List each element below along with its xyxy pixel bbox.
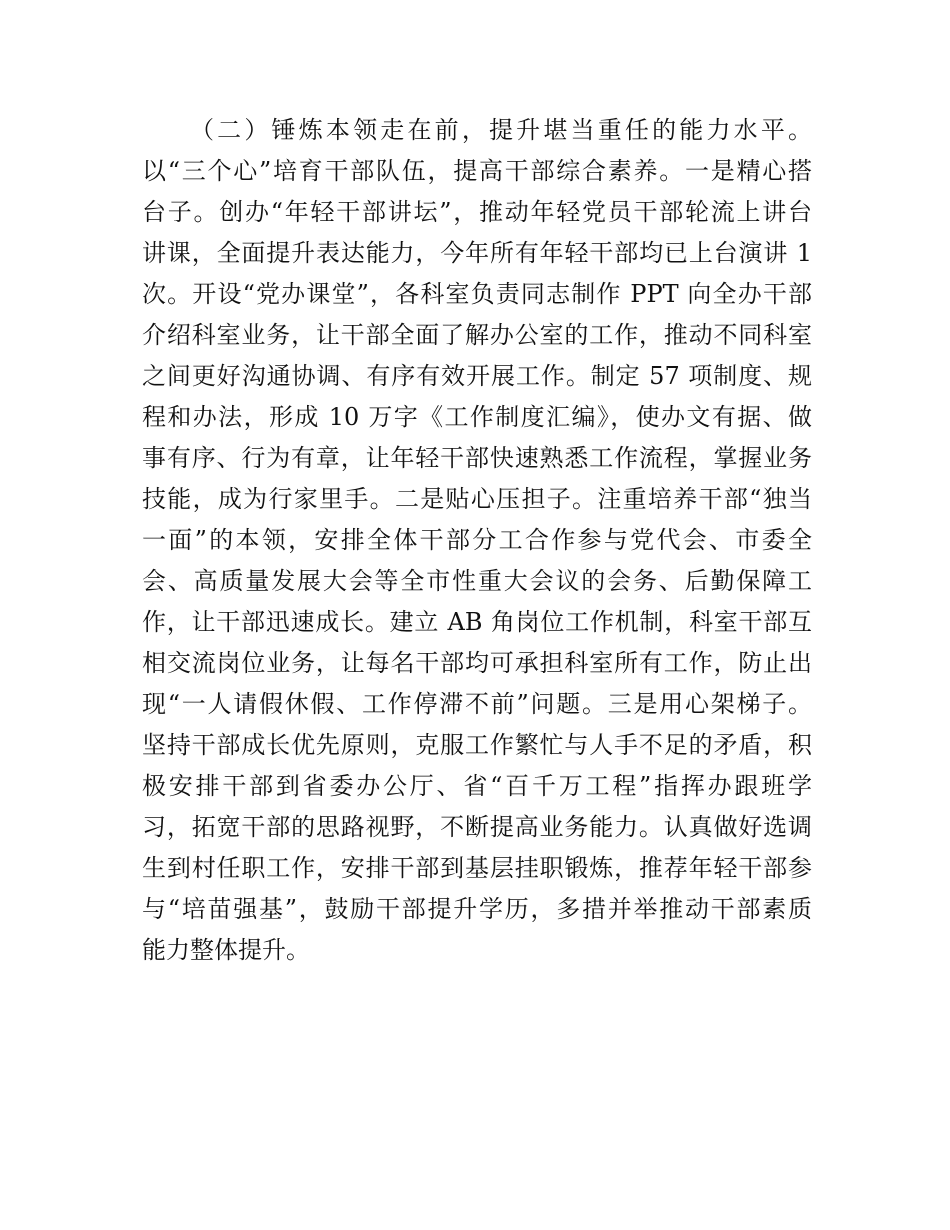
paragraph-line: 能力整体提升。 bbox=[142, 936, 310, 964]
paragraph-line: （二）锤炼本领走在前，提升堪当重任的能力水平。 bbox=[190, 116, 812, 144]
paragraph-line: 会、高质量发展大会等全市性重大会议的会务、后勤保障工 bbox=[142, 567, 812, 595]
paragraph-line: 极安排干部到省委办公厅、省“百千万工程”指挥办跟班学 bbox=[142, 772, 812, 800]
paragraph-line: 技能，成为行家里手。二是贴心压担子。注重培养干部“独当 bbox=[142, 485, 812, 513]
paragraph-line: 之间更好沟通协调、有序有效开展工作。制定 57 项制度、规 bbox=[142, 362, 812, 390]
paragraph-line: 介绍科室业务，让干部全面了解办公室的工作，推动不同科室 bbox=[142, 321, 812, 349]
paragraph-line: 习，拓宽干部的思路视野，不断提高业务能力。认真做好选调 bbox=[142, 813, 812, 841]
paragraph-line: 事有序、行为有章，让年轻干部快速熟悉工作流程，掌握业务 bbox=[142, 444, 812, 472]
paragraph-line: 生到村任职工作，安排干部到基层挂职锻炼，推荐年轻干部参 bbox=[142, 854, 812, 882]
paragraph-line: 次。开设“党办课堂”，各科室负责同志制作 PPT 向全办干部 bbox=[142, 280, 812, 308]
paragraph-line: 作，让干部迅速成长。建立 AB 角岗位工作机制，科室干部互 bbox=[142, 608, 812, 636]
paragraph-line: 坚持干部成长优先原则，克服工作繁忙与人手不足的矛盾，积 bbox=[142, 731, 812, 759]
body-paragraph bbox=[142, 110, 812, 971]
paragraph-line: 与“培苗强基”，鼓励干部提升学历，多措并举推动干部素质 bbox=[142, 895, 812, 923]
paragraph-line: 以“三个心”培育干部队伍，提高干部综合素养。一是精心搭 bbox=[142, 157, 812, 185]
paragraph-line: 一面”的本领，安排全体干部分工合作参与党代会、市委全 bbox=[142, 526, 812, 554]
paragraph-line: 现“一人请假休假、工作停滞不前”问题。三是用心架梯子。 bbox=[142, 690, 812, 718]
paragraph-line: 讲课，全面提升表达能力，今年所有年轻干部均已上台演讲 1 bbox=[142, 239, 812, 267]
paragraph-line: 程和办法，形成 10 万字《工作制度汇编》，使办文有据、做 bbox=[142, 403, 812, 431]
paragraph-line: 相交流岗位业务，让每名干部均可承担科室所有工作，防止出 bbox=[142, 649, 812, 677]
paragraph-line: 台子。创办“年轻干部讲坛”，推动年轻党员干部轮流上讲台 bbox=[142, 198, 812, 226]
